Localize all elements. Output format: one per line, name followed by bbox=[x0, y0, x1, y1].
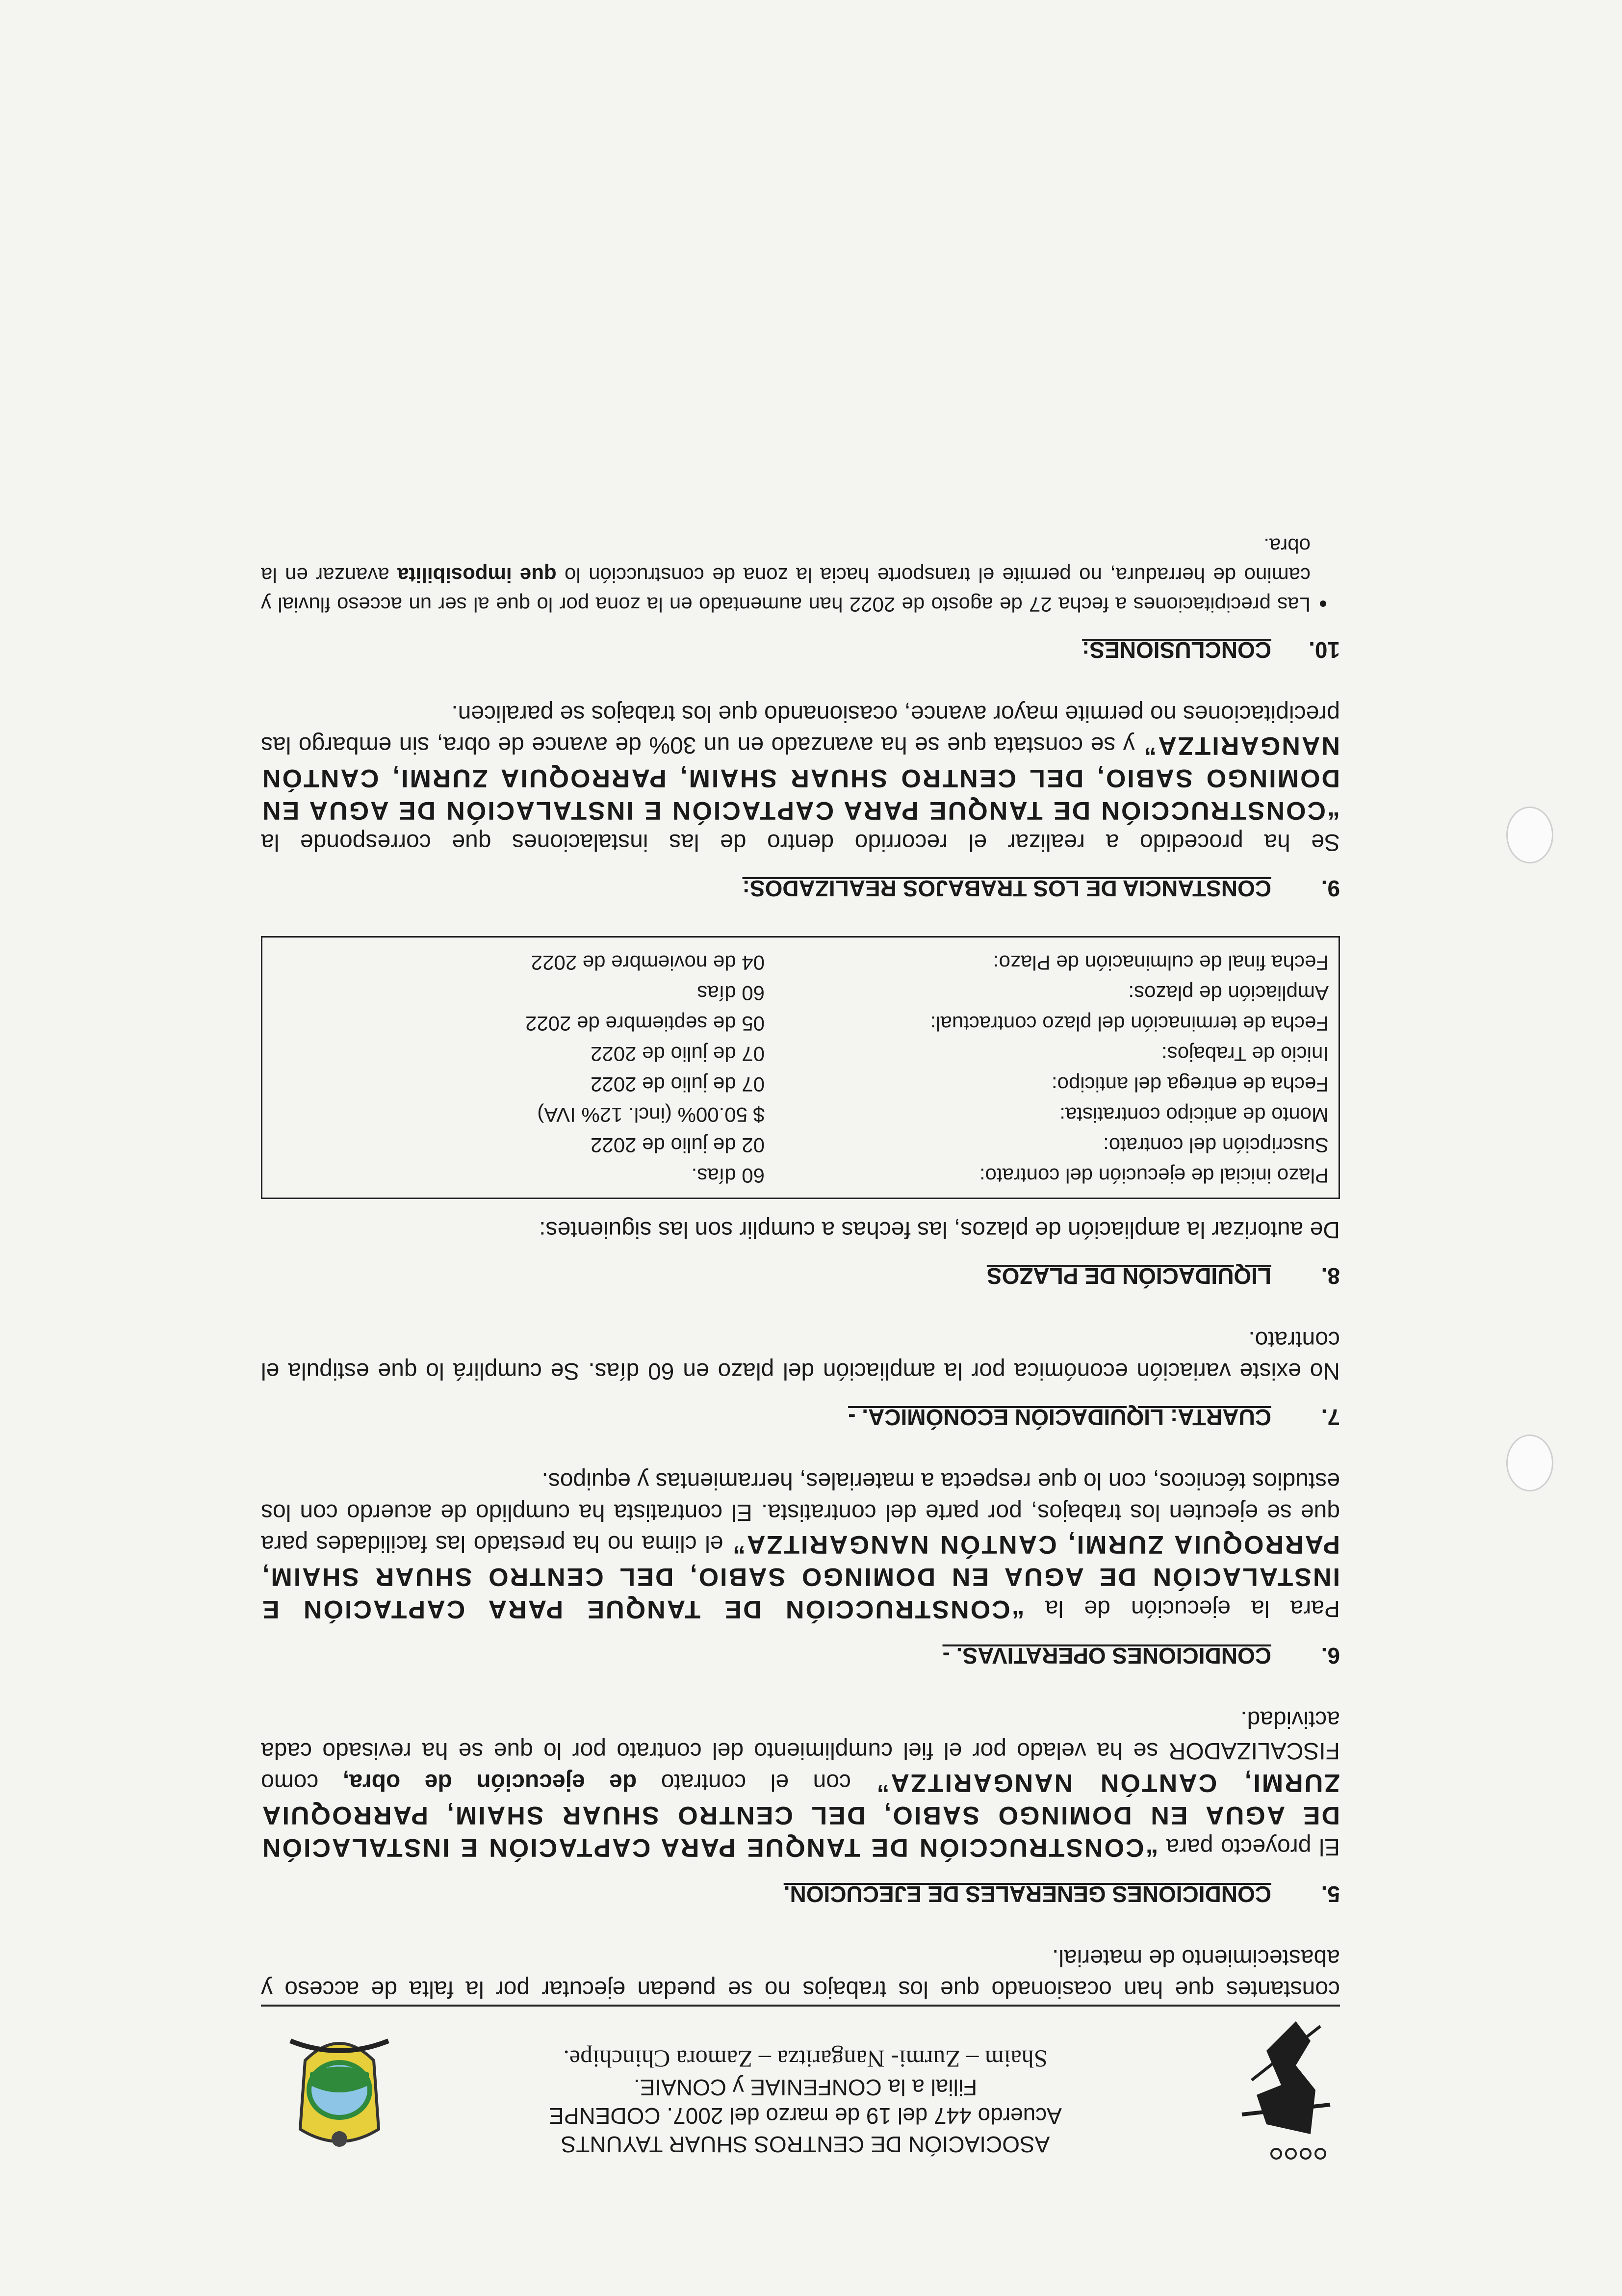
section-heading bbox=[261, 1881, 1340, 1907]
row-value: 07 de julio de 2022 bbox=[591, 1043, 765, 1066]
text-run: Se ha procedido a realizar el recorrido dentro de las instalaciones que corresponde la bbox=[261, 829, 1340, 855]
row-label: Monto de anticipo contratista: bbox=[1059, 1103, 1329, 1126]
location-line: Shaim – Zurmi- Nangaritza – Zamora Chinchipe. bbox=[563, 2045, 1048, 2073]
section-heading bbox=[261, 1643, 1340, 1669]
row-label: Inicio de Trabajos: bbox=[1161, 1043, 1329, 1066]
section-paragraph bbox=[261, 1465, 1340, 1625]
text-run: Para la ejecución de la bbox=[1024, 1595, 1340, 1621]
section-number: 6. bbox=[1321, 1643, 1340, 1669]
warrior-logo-icon bbox=[1232, 2016, 1340, 2164]
row-label: Plazo inicial de ejecución del contrato: bbox=[979, 1164, 1329, 1187]
section-title: CONCLUSIONES: bbox=[1082, 637, 1271, 663]
bold-text: que imposibilita bbox=[397, 564, 557, 587]
text-run: Las precipitaciones a fecha 27 de agosto de 2022 han aumentado en la zona por lo que al ser un acceso fluvial y camino de herradura, no permite el transporte hacia la zona de construcción lo bbox=[261, 564, 1311, 616]
section-7 bbox=[261, 1324, 1340, 1431]
section-6 bbox=[261, 1465, 1340, 1669]
project-title-text: “CONSTRUCCIÓN DE TANQUE PARA CAPTACIÓN E INSTALACIÓN DE AGUA EN DOMINGO SABIO, DEL CENTRO SHUAR SHAIM, PARROQUIA ZURMI, CANTÓN NANGARITZA” bbox=[261, 1769, 1340, 1862]
letterhead bbox=[261, 2005, 1340, 2164]
list-item bbox=[261, 531, 1311, 619]
affiliation-line: Filial a la CONFENIAE y CONAIE. bbox=[633, 2075, 978, 2100]
table-row bbox=[272, 1008, 1329, 1039]
row-value: 05 de septiembre de 2022 bbox=[525, 1012, 765, 1035]
row-label: Fecha de entrega del anticipo: bbox=[1051, 1073, 1329, 1096]
bold-text: de ejecución de obra, bbox=[342, 1769, 637, 1795]
table-row bbox=[272, 1160, 1329, 1191]
row-value: 07 de julio de 2022 bbox=[591, 1073, 765, 1096]
project-title-text: “CONSTRUCCIÓN DE TANQUE PARA CAPTACIÓN E INSTALACIÓN DE AGUA EN DOMINGO SABIO, DEL CENTRO SHUAR SHAIM, PARROQUIA ZURMI, CANTÓN NANGARITZA” bbox=[261, 731, 1340, 825]
text-run: como FISCALIZADOR se ha velado por el fiel cumplimiento del contrato por lo que se ha revisado cada actividad. bbox=[261, 1706, 1340, 1795]
section-number: 9. bbox=[1321, 876, 1340, 901]
row-label: Suscripción del contrato: bbox=[1103, 1134, 1329, 1157]
section-number: 8. bbox=[1321, 1263, 1340, 1289]
text-run: con el contrato bbox=[637, 1769, 875, 1795]
text-run: El proyecto para bbox=[1158, 1834, 1340, 1860]
table-row bbox=[272, 1069, 1329, 1099]
binder-hole bbox=[1506, 807, 1553, 863]
project-title-text: “CONSTRUCCIÓN DE TANQUE PARA CAPTACIÓN E INSTALACIÓN DE AGUA EN DOMINGO SABIO, DEL CENTRO SHUAR SHAIM, PARROQUIA ZURMI, CANTÓN NANGARITZA” bbox=[260, 1530, 1340, 1623]
intro-continuation: constantes que han ocasionado que los trabajos no se puedan ejecutar por la falta de acceso y abastecimiento de material. bbox=[261, 1945, 1340, 2002]
table-row bbox=[272, 1130, 1329, 1160]
section-title: CONDICIONES OPERATIVAS. - bbox=[942, 1643, 1271, 1669]
section-number: 10. bbox=[1309, 637, 1340, 663]
section-title: CONSTANCIA DE LOS TRABAJOS REALIZADOS: bbox=[742, 876, 1271, 901]
section-title: CUARTA: LIQUIDACIÓN ECONÓMICA. - bbox=[848, 1405, 1271, 1430]
section-paragraph bbox=[261, 1703, 1340, 1863]
section-heading bbox=[261, 875, 1340, 902]
table-row bbox=[272, 1099, 1329, 1130]
section-8 bbox=[261, 936, 1340, 1289]
letterhead-text bbox=[408, 2045, 1203, 2159]
table-row bbox=[272, 978, 1329, 1008]
table-row bbox=[272, 947, 1329, 978]
conclusions-list bbox=[261, 531, 1340, 619]
section-paragraph: No existe variación económica por la ampliación del plazo en 60 días. Se cumplirá lo que estipula el contrato. bbox=[261, 1327, 1340, 1384]
row-value: 04 de noviembre de 2022 bbox=[531, 951, 765, 974]
row-label: Fecha final de culminación de Plazo: bbox=[993, 951, 1329, 974]
section-5 bbox=[261, 1703, 1340, 1907]
emblem-shield-icon bbox=[281, 2021, 398, 2159]
section-number: 7. bbox=[1321, 1405, 1340, 1430]
row-label: Fecha de terminación del plazo contractual: bbox=[930, 1012, 1329, 1035]
section-paragraph bbox=[261, 698, 1340, 858]
text-run: avanzar en la obra. bbox=[261, 534, 1311, 587]
section-title: CONDICIONES GENERALES DE EJECUCION. bbox=[783, 1881, 1271, 1907]
association-name: ASOCIACIÓN DE CENTROS SHUAR TAYUNTS bbox=[561, 2132, 1050, 2157]
row-label: Ampliación de plazos: bbox=[1128, 982, 1329, 1005]
section-heading bbox=[261, 1404, 1340, 1431]
text-run: el clima no ha prestado las facilidades para que se ejecuten los trabajos, por parte del contratista. El contratista ha cumplido de acuerdo con los estudios técnicos, con lo que respecta a materiales, herramientas y equipos. bbox=[261, 1468, 1340, 1557]
section-heading bbox=[261, 637, 1340, 663]
row-value: 60 días bbox=[697, 982, 765, 1005]
section-title: LIQUIDACIÓN DE PLAZOS bbox=[986, 1263, 1271, 1289]
row-value: 02 de julio de 2022 bbox=[591, 1134, 765, 1157]
row-value: $ 50.00% (incl. 12% IVA) bbox=[537, 1103, 765, 1126]
binder-hole bbox=[1506, 1435, 1553, 1491]
section-9 bbox=[261, 698, 1340, 902]
section-heading bbox=[261, 1263, 1340, 1289]
document-body bbox=[261, 531, 1340, 2164]
text-run: y se constata que se ha avanzado en un 30% de avance de obra, sin embargo las precipitaciones no permite mayor avance, ocasionando que los trabajos se paralicen. bbox=[261, 701, 1340, 758]
agreement-line: Acuerdo 447 del 19 de marzo del 2007. CODENPE bbox=[549, 2103, 1062, 2129]
section-10 bbox=[261, 531, 1340, 663]
section-number: 5. bbox=[1321, 1881, 1340, 1907]
section-paragraph: De autorizar la ampliación de plazos, las fechas a cumplir son las siguientes: bbox=[539, 1217, 1340, 1243]
deadlines-table bbox=[261, 936, 1340, 1199]
row-value: 60 días. bbox=[691, 1164, 765, 1187]
table-row bbox=[272, 1039, 1329, 1069]
